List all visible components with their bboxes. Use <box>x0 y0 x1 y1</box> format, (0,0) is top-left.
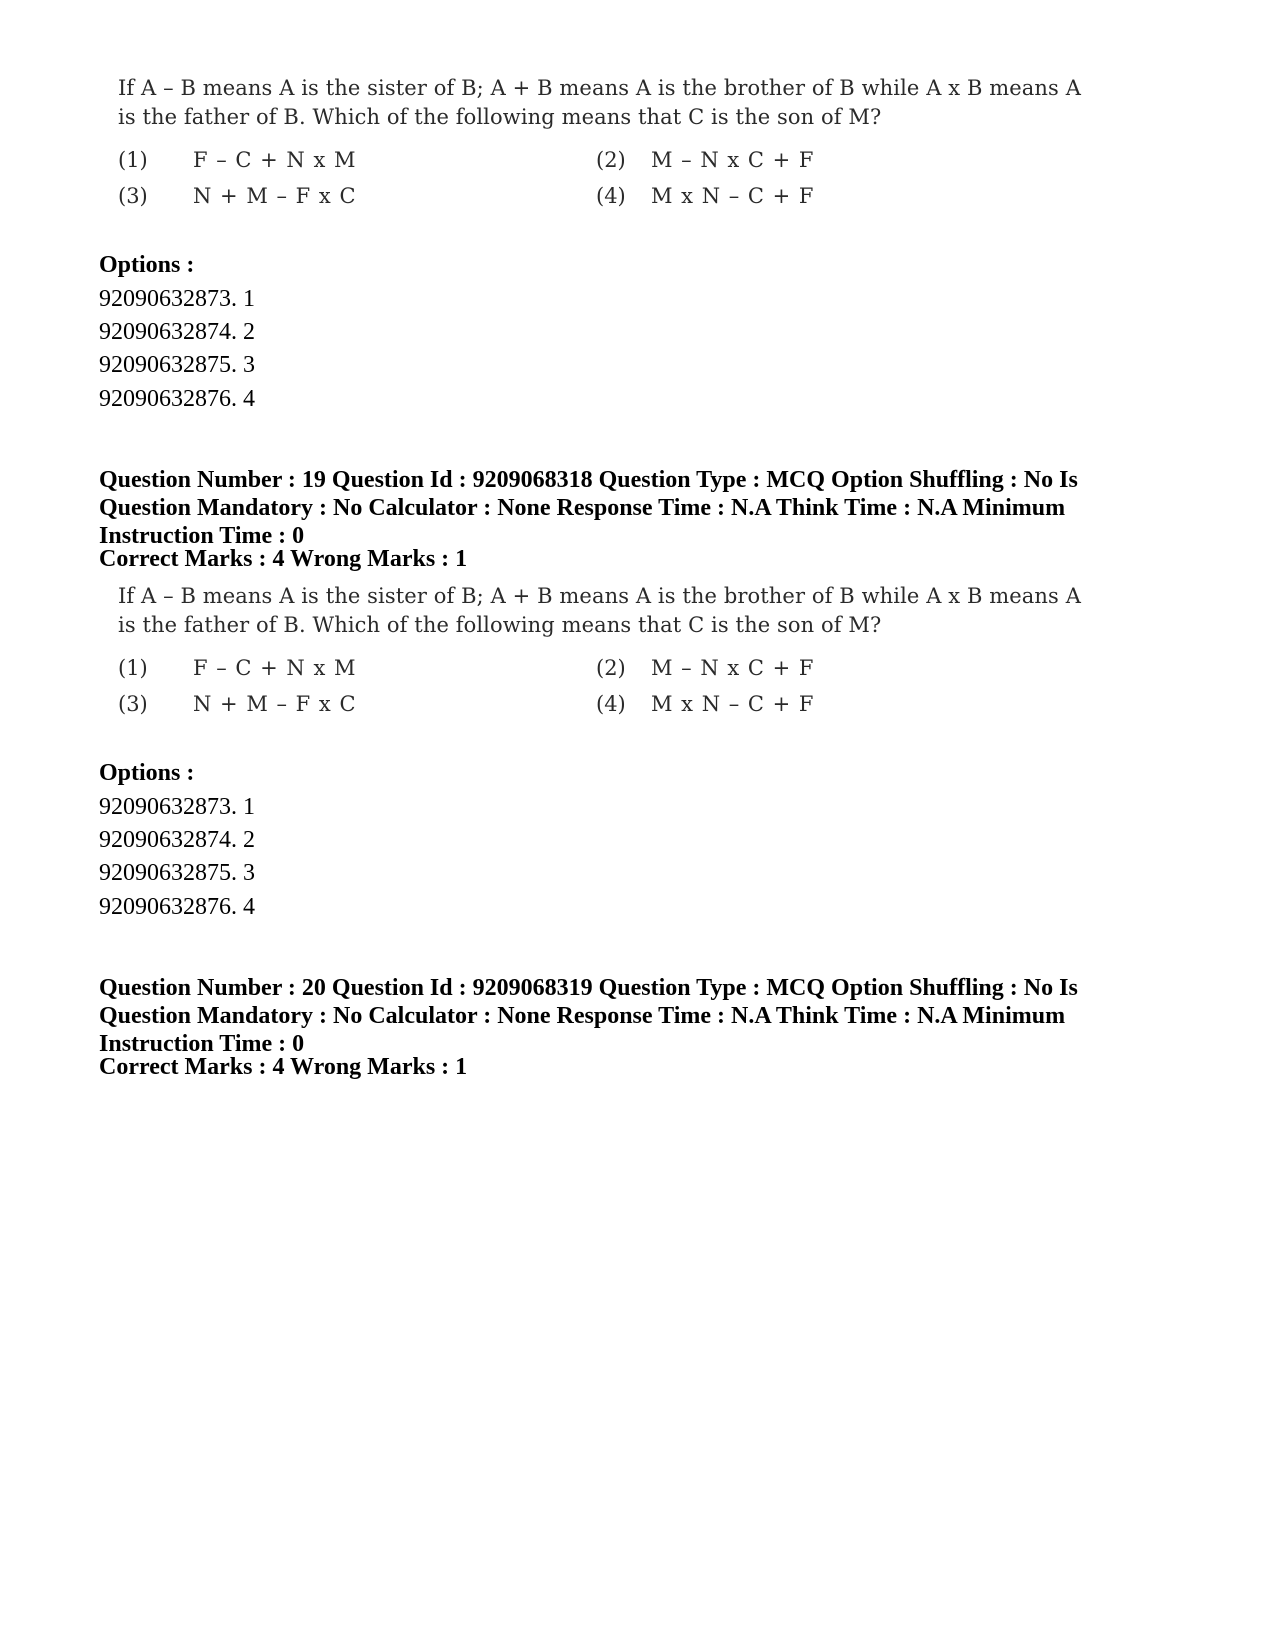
question-image <box>118 74 1128 224</box>
question-text <box>118 582 1128 640</box>
marks-info: Correct Marks : 4 Wrong Marks : 1 <box>99 1054 468 1080</box>
option-item: 92090632873. 1 <box>99 794 255 820</box>
question-option-number: (1) <box>118 148 148 172</box>
question-option-number: (2) <box>596 656 626 680</box>
question-meta-line: Question Number : 19 Question Id : 9209068318 Question Type : MCQ Option Shuffling : No Is <box>99 467 1078 493</box>
option-item: 92090632874. 2 <box>99 319 255 345</box>
question-option-expression: M – N x C + F <box>651 148 814 172</box>
option-item: 92090632873. 1 <box>99 286 255 312</box>
question-option-expression: F – C + N x M <box>193 148 356 172</box>
question-meta-line: Instruction Time : 0 <box>99 523 305 549</box>
question-option-number: (4) <box>596 692 626 716</box>
question-meta-line: Instruction Time : 0 <box>99 1031 305 1057</box>
question-option-expression: N + M – F x C <box>193 692 356 716</box>
question-option-number: (1) <box>118 656 148 680</box>
question-option-number: (2) <box>596 148 626 172</box>
question-option-expression: F – C + N x M <box>193 656 356 680</box>
option-item: 92090632875. 3 <box>99 860 255 886</box>
question-meta-line: Question Mandatory : No Calculator : None Response Time : N.A Think Time : N.A Minimum <box>99 1003 1066 1029</box>
question-option-expression: M x N – C + F <box>651 692 814 716</box>
question-text-line: If A – B means A is the sister of B; A + B means A is the brother of B while A x B means A <box>118 584 1081 608</box>
question-text-line: is the father of B. Which of the following means that C is the son of M? <box>118 105 882 129</box>
question-option-expression: M – N x C + F <box>651 656 814 680</box>
option-item: 92090632875. 3 <box>99 352 255 378</box>
question-option-number: (3) <box>118 184 148 208</box>
question-meta <box>99 466 1179 550</box>
question-meta-line: Question Number : 20 Question Id : 9209068319 Question Type : MCQ Option Shuffling : No Is <box>99 975 1078 1001</box>
options-heading: Options : <box>99 252 195 278</box>
question-text-line: If A – B means A is the sister of B; A + B means A is the brother of B while A x B means A <box>118 76 1081 100</box>
question-option-expression: N + M – F x C <box>193 184 356 208</box>
question-image <box>118 582 1128 732</box>
options-heading: Options : <box>99 760 195 786</box>
question-option-number: (4) <box>596 184 626 208</box>
option-item: 92090632876. 4 <box>99 894 255 920</box>
question-text <box>118 74 1128 132</box>
question-meta <box>99 974 1179 1058</box>
question-text-line: is the father of B. Which of the following means that C is the son of M? <box>118 613 882 637</box>
question-option-number: (3) <box>118 692 148 716</box>
option-item: 92090632876. 4 <box>99 386 255 412</box>
question-meta-line: Question Mandatory : No Calculator : None Response Time : N.A Think Time : N.A Minimum <box>99 495 1066 521</box>
option-item: 92090632874. 2 <box>99 827 255 853</box>
marks-info: Correct Marks : 4 Wrong Marks : 1 <box>99 546 468 572</box>
question-option-expression: M x N – C + F <box>651 184 814 208</box>
